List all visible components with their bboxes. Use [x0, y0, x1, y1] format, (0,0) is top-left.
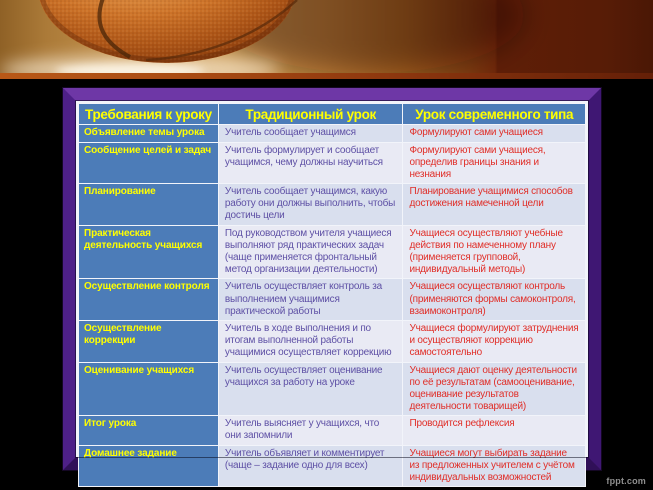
row-label: Сообщение целей и задач — [79, 142, 219, 184]
cell-traditional: Учитель осуществляет оценивание учащихся за работу на уроке — [218, 362, 403, 416]
table-row — [79, 416, 586, 445]
watermark-fppt: fppt.com — [606, 476, 646, 486]
column-header-modern: Урок современного типа — [403, 104, 586, 125]
cell-modern: Учащиеся дают оценку деятельности по её результатам (самооценивание, оценивание результатов деятельности товарищей) — [403, 362, 586, 416]
row-label: Домашнее задание — [79, 445, 219, 487]
table-row — [79, 445, 586, 487]
row-label: Оценивание учащихся — [79, 362, 219, 416]
comparison-table — [78, 103, 586, 487]
cell-modern: Учащиеся осуществляют контроль (применяются формы самоконтроля, взаимоконтроля) — [403, 279, 586, 321]
cell-traditional: Учитель выясняет у учащихся, что они запомнили — [218, 416, 403, 445]
cell-traditional: Под руководством учителя учащиеся выполняют ряд практических задач (чаще применяется фронтальный метод организации деятельности) — [218, 225, 403, 279]
basketball-photo — [0, 0, 653, 79]
row-label: Объявление темы урока — [79, 125, 219, 143]
cell-traditional: Учитель в ходе выполнения и по итогам выполненной работы учащимися осуществляет коррекцию — [218, 320, 403, 362]
cell-modern: Учащиеся могут выбирать задание из предложенных учителем с учётом индивидуальных возможностей — [403, 445, 586, 487]
table-row — [79, 279, 586, 321]
table-inner-border — [76, 101, 588, 483]
table-frame — [63, 88, 601, 483]
cell-modern: Планирование учащимися способов достижения намеченной цели — [403, 184, 586, 226]
cell-traditional: Учитель формулирует и сообщает учащимся, чему должны научиться — [218, 142, 403, 184]
row-label: Осуществление контроля — [79, 279, 219, 321]
row-label: Итог урока — [79, 416, 219, 445]
column-header-requirements: Требования к уроку — [79, 104, 219, 125]
column-header-traditional: Традиционный урок — [218, 104, 403, 125]
cell-traditional: Учитель сообщает учащимся — [218, 125, 403, 143]
floor-edge-strip — [0, 73, 653, 79]
header-row — [79, 104, 586, 125]
row-label: Планирование — [79, 184, 219, 226]
cell-modern: Учащиеся формулируют затруднения и осуществляют коррекцию самостоятельно — [403, 320, 586, 362]
basketball-photo-banner — [0, 0, 653, 79]
cell-modern: Формулируют сами учащиеся — [403, 125, 586, 143]
cell-modern: Учащиеся осуществляют учебные действия по намеченному плану (применяется групповой, индивидуальный методы) — [403, 225, 586, 279]
table-row — [79, 320, 586, 362]
table-row — [79, 142, 586, 184]
row-label: Осуществление коррекции — [79, 320, 219, 362]
cell-traditional: Учитель осуществляет контроль за выполнением учащимися практической работы — [218, 279, 403, 321]
cell-traditional: Учитель объявляет и комментирует (чаще – задание одно для всех) — [218, 445, 403, 487]
table-row — [79, 362, 586, 416]
cell-modern: Формулируют сами учащиеся, определив границы знания и незнания — [403, 142, 586, 184]
cell-modern: Проводится рефлексия — [403, 416, 586, 445]
table-row — [79, 184, 586, 226]
table-row — [79, 225, 586, 279]
table-row — [79, 125, 586, 143]
row-label: Практическая деятельность учащихся — [79, 225, 219, 279]
cell-traditional: Учитель сообщает учащимся, какую работу они должны выполнить, чтобы достичь цели — [218, 184, 403, 226]
